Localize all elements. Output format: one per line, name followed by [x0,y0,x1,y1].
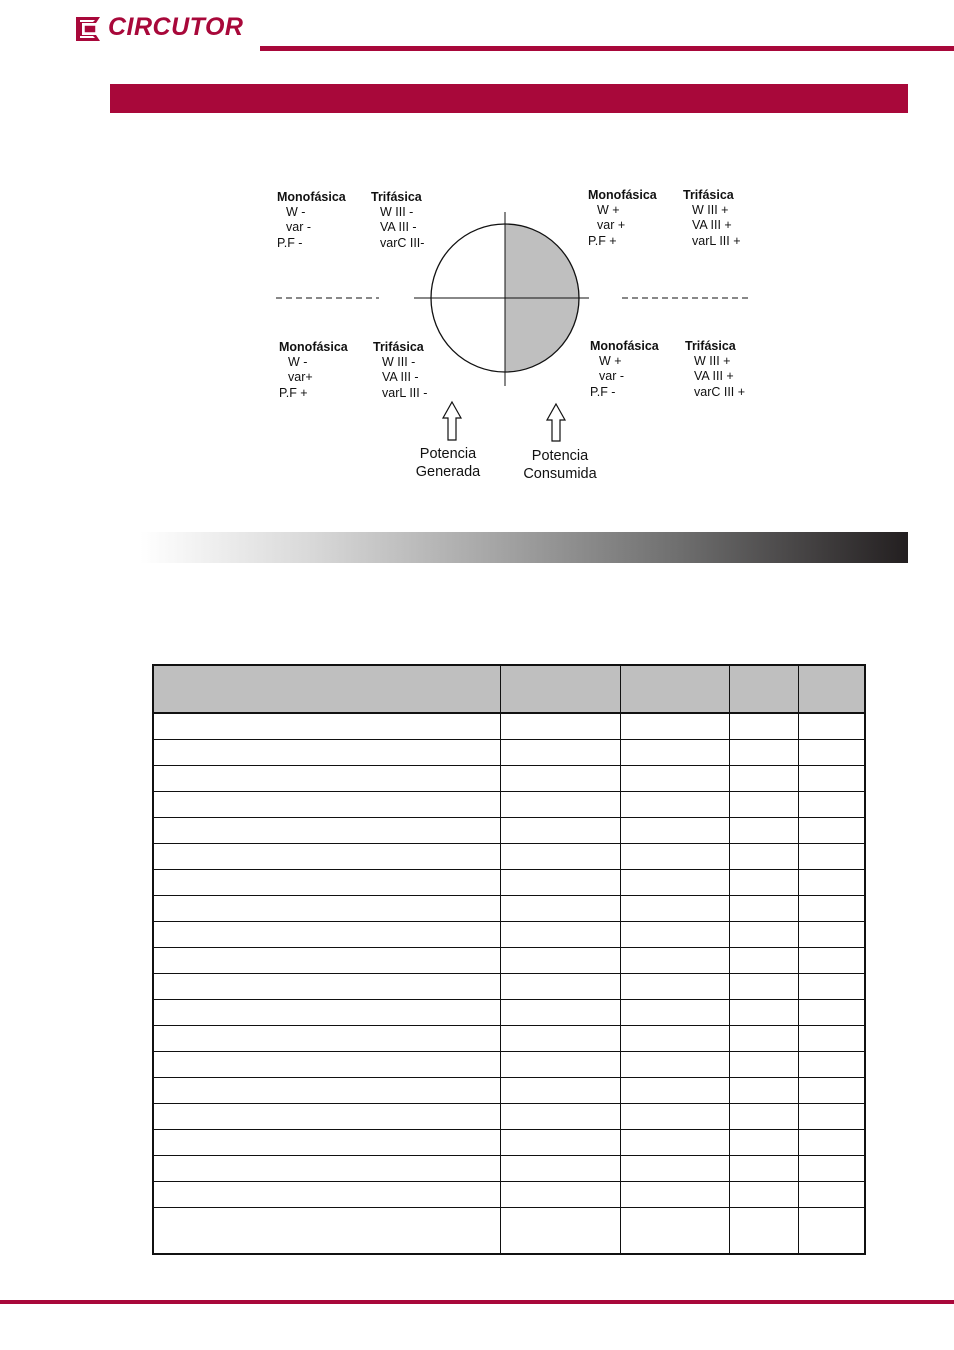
table-cell [729,1026,798,1052]
table-cell [729,1208,798,1255]
footer-rule [0,1300,954,1304]
table-cell [620,948,729,974]
subsection-bar [140,532,908,563]
ul-mono-title: Monofásica [277,190,346,204]
lr-mono-line: P.F - [590,384,616,399]
table-cell [153,766,500,792]
table-cell [620,844,729,870]
table-cell [500,792,620,818]
table-cell [620,1130,729,1156]
table-cell [620,713,729,740]
table-cell [153,1052,500,1078]
ur-mono [588,188,657,249]
table-cell [620,1104,729,1130]
table-cell [500,1182,620,1208]
arrow-generated-icon [443,402,461,440]
table-cell [500,1208,620,1255]
ul-mono [277,190,346,251]
ul-tri-line: varC III- [380,235,425,250]
table-cell [620,1208,729,1255]
table-header-cell [729,665,798,713]
table-cell [153,1078,500,1104]
table-cell [153,740,500,766]
table-cell [153,1208,500,1255]
table-cell [620,818,729,844]
table-row [153,766,865,792]
table-cell [620,792,729,818]
table-cell [153,896,500,922]
table-cell [620,766,729,792]
table-cell [153,1026,500,1052]
table-cell [153,792,500,818]
table-cell [500,1026,620,1052]
table-row [153,1208,865,1255]
table-cell [620,1182,729,1208]
ll-mono [279,340,348,401]
table-cell [729,818,798,844]
table-cell [153,1130,500,1156]
table-cell [500,1078,620,1104]
table-row [153,740,865,766]
table-cell [798,1104,865,1130]
table-cell [153,818,500,844]
table-cell [500,713,620,740]
table-cell [729,922,798,948]
table-cell [729,1130,798,1156]
table-cell [500,740,620,766]
table-cell [798,1130,865,1156]
table-cell [500,1052,620,1078]
lr-mono-title: Monofásica [590,339,659,353]
table-cell [500,974,620,1000]
label-generated-line: Generada [415,464,481,480]
ll-mono-line: W - [288,355,308,370]
power-quadrant-diagram [0,0,954,520]
table-cell [798,1078,865,1104]
arrow-consumed-icon [547,404,565,441]
table-cell [798,1208,865,1255]
table-cell [798,1052,865,1078]
table-row [153,974,865,1000]
table-cell [500,766,620,792]
ur-tri-title: Trifásica [683,188,734,202]
ll-tri-line: VA III - [382,370,419,385]
lr-tri-title: Trifásica [685,339,736,353]
ul-tri [371,190,424,251]
table-cell [620,974,729,1000]
table-cell [729,792,798,818]
table-cell [620,1026,729,1052]
table-cell [798,740,865,766]
table-cell [620,1000,729,1026]
label-generated-line: Potencia [419,446,477,462]
table-cell [729,766,798,792]
label-consumed-line: Consumida [523,466,597,482]
table-header-row [153,665,865,713]
table-row [153,922,865,948]
ur-mono-title: Monofásica [588,188,657,202]
table-header-cell [500,665,620,713]
ul-mono-line: P.F - [277,235,303,250]
table-cell [729,948,798,974]
ul-mono-line: W - [286,205,306,220]
table-cell [153,922,500,948]
table-cell [500,922,620,948]
table-cell [500,1130,620,1156]
table-row [153,844,865,870]
table-row [153,1026,865,1052]
lr-tri-line: W III + [694,354,731,369]
table-cell [798,1182,865,1208]
table-row [153,1000,865,1026]
table-row [153,1078,865,1104]
table-cell [500,818,620,844]
lr-tri-line: VA III + [694,369,734,384]
table-cell [153,1104,500,1130]
table-cell [729,1104,798,1130]
table-cell [729,1182,798,1208]
logo-text: CIRCUTOR [108,13,244,41]
ul-mono-line: var - [286,220,311,235]
table-cell [798,1156,865,1182]
table-cell [500,1156,620,1182]
ll-tri-line: W III - [382,355,416,370]
table-cell [798,713,865,740]
table-cell [500,844,620,870]
ll-mono-line: var+ [288,370,313,385]
ur-mono-line: W + [597,203,620,218]
ll-mono-line: P.F + [279,385,308,400]
ur-tri-line: varL III + [692,233,741,248]
label-consumed [515,447,605,483]
table-header-cell [153,665,500,713]
table-row [153,1156,865,1182]
table-cell [500,896,620,922]
table-cell [620,1156,729,1182]
table-cell [620,1052,729,1078]
table-cell [729,844,798,870]
table-cell [153,1156,500,1182]
table-cell [729,1052,798,1078]
table-cell [798,974,865,1000]
table-cell [729,1078,798,1104]
table-cell [153,948,500,974]
ur-tri-line: W III + [692,203,729,218]
lr-mono-line: var - [599,369,624,384]
ur-tri [683,188,741,249]
table-cell [153,974,500,1000]
table-cell [620,922,729,948]
table-header-cell [798,665,865,713]
ur-mono-line: var + [597,218,626,233]
table-cell [729,870,798,896]
table-cell [729,896,798,922]
ul-tri-line: W III - [380,205,414,220]
table-cell [153,713,500,740]
table-cell [729,1000,798,1026]
table-cell [798,844,865,870]
ul-tri-title: Trifásica [371,190,422,204]
table-cell [798,1000,865,1026]
table-cell [500,1000,620,1026]
table-row [153,1052,865,1078]
table-row [153,713,865,740]
quadrant-graphic [0,0,954,520]
table-cell [153,844,500,870]
table-row [153,870,865,896]
ur-tri-line: VA III + [692,218,732,233]
table-cell [500,1104,620,1130]
ul-tri-line: VA III - [380,220,417,235]
table-cell [798,922,865,948]
lr-mono-line: W + [599,354,622,369]
table-row [153,1104,865,1130]
table-body [153,713,865,1254]
table-cell [620,1078,729,1104]
table-header-cell [620,665,729,713]
lr-mono [590,339,659,400]
table-cell [798,896,865,922]
table-cell [798,1026,865,1052]
table-row [153,896,865,922]
table-cell [620,740,729,766]
label-generated [408,445,488,481]
table-row [153,1130,865,1156]
ll-tri-line: varL III - [382,385,428,400]
table-cell [729,713,798,740]
ll-tri-title: Trifásica [373,340,424,354]
table-row [153,1182,865,1208]
table-cell [153,1000,500,1026]
lr-tri [685,339,745,400]
label-consumed-line: Potencia [531,448,589,464]
table-cell [500,948,620,974]
table-cell [153,1182,500,1208]
ll-tri [373,340,427,401]
table-cell [798,766,865,792]
ur-mono-line: P.F + [588,233,617,248]
table-row [153,818,865,844]
table-cell [798,818,865,844]
table-cell [798,792,865,818]
table-cell [620,870,729,896]
table-cell [500,870,620,896]
table-cell [620,896,729,922]
table-cell [153,870,500,896]
ll-mono-title: Monofásica [279,340,348,354]
table-row [153,948,865,974]
table-cell [798,870,865,896]
lr-tri-line: varC III + [694,384,746,399]
table-cell [798,948,865,974]
parameter-table [152,664,866,1255]
table-row [153,792,865,818]
table-cell [729,1156,798,1182]
table-cell [729,740,798,766]
table-cell [729,974,798,1000]
